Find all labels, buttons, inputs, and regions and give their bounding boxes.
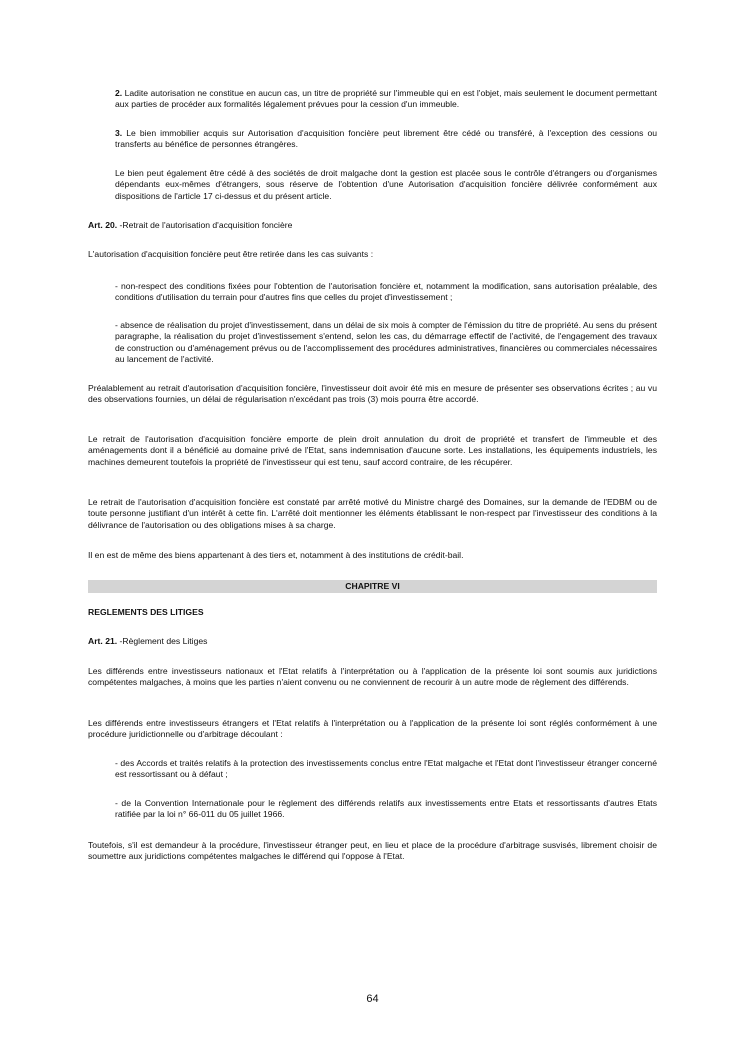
list-item-absence-realisation: - absence de réalisation du projet d'investissement, dans un délai de six mois à compter de l'émission du titre de propriété. Au sens du présent paragraphe, la réalisation du projet d'investissement s'entend, selon les cas, du démarrage effectif de l'activité, de l'engagement des travaux de construction ou d'aménagement prévus ou de l'accomplissement des procédures administratives, financières ou commerciales nécessaires au lancement de l'activité. [115,320,657,365]
list-item-non-respect: - non-respect des conditions fixées pour l'obtention de l'autorisation foncière et, notamment la modification, sans autorisation préalable, des conditions d'utilisation du terrain pour d'autres fins que celles du projet d'investissement ; [115,281,657,303]
section-title: REGLEMENTS DES LITIGES [88,607,204,617]
paragraph-number: 3. [115,128,123,138]
article-number: Art. 20. [88,220,118,230]
article-20-heading [88,220,657,231]
article-title: -Retrait de l'autorisation d'acquisition foncière [117,220,293,230]
paragraph-text: Le bien immobilier acquis sur Autorisation d'acquisition foncière peut librement être cédé ou transféré, à l'exception des cessions ou transferts au bénéfice de personnes étrangères. [115,128,657,150]
paragraph-investor-choice: Toutefois, s'il est demandeur à la procédure, l'investisseur étranger peut, en lieu et place de la procédure d'arbitrage susvisés, librement choisir de soumettre aux juridictions compétentes malgaches le différend qui l'oppose à l'Etat. [88,840,657,862]
article-21-heading [88,636,657,647]
article-number: Art. 21. [88,636,118,646]
paragraph-number: 2. [115,88,123,98]
paragraph-third-party-goods: Il en est de même des biens appartenant à des tiers et, notamment à des institutions de crédit-bail. [88,550,464,560]
chapter-heading: CHAPITRE VI [88,580,657,593]
list-item-accords: - des Accords et traités relatifs à la protection des investissements conclus entre l'Etat malgache et l'Etat dont l'investisseur étranger concerné est ressortissant ou à défaut ; [115,758,657,780]
paragraph-withdrawal-cases: L'autorisation d'acquisition foncière peut être retirée dans les cas suivants : [88,249,374,259]
paragraph-2 [115,88,657,111]
paragraph-3 [115,128,657,151]
paragraph-foreign-disputes: Les différends entre investisseurs étrangers et l'Etat relatifs à l'interprétation ou à l'application de la présente loi sont réglés conformément à une procédure juridictionnelle ou d'arbitrage découlant : [88,718,657,740]
paragraph-national-disputes: Les différends entre investisseurs nationaux et l'Etat relatifs à l'interprétation ou à l'application de la présente loi sont soumis aux juridictions compétentes malgaches, à moins que les parties n'aient convenu ou ne conviennent de recourir à un autre mode de règlement des différends. [88,666,657,688]
paragraph-prior-observations: Préalablement au retrait d'autorisation d'acquisition foncière, l'investisseur doit avoir été mis en mesure de présenter ses observations écrites ; au vu des observations fournies, un délai de régularisation n'excédant pas trois (3) mois pourra être accordé. [88,383,657,405]
article-title: -Règlement des Litiges [117,636,208,646]
list-item-convention: - de la Convention Internationale pour le règlement des différends relatifs aux investissements entre Etats et ressortissants d'autres Etats ratifiée par la loi n° 66-011 du 05 juillet 1966. [115,798,657,820]
paragraph-foreign-companies: Le bien peut également être cédé à des sociétés de droit malgache dont la gestion est placée sous le contrôle d'étrangers ou d'organismes dépendants eux-mêmes d'étrangers, sous réserve de l'obtention d'une Autorisation d'acquisition foncière délivrée conformément aux dispositions de l'article 17 ci-dessus et du présent article. [115,168,657,201]
paragraph-withdrawal-effects: Le retrait de l'autorisation d'acquisition foncière emporte de plein droit annulation du droit de propriété et transfert de l'immeuble et des aménagements dont il a bénéficié au domaine privé de l'Etat, sans indemnisation d'aucune sorte. Les installations, les équipements industriels, les machines demeurent toutefois la propriété de l'investisseur qui est tenu, sauf accord contraire, de les récupérer. [88,434,657,467]
paragraph-withdrawal-order: Le retrait de l'autorisation d'acquisition foncière est constaté par arrêté motivé du Ministre chargé des Domaines, sur la demande de l'EDBM ou de toute personne justifiant d'un intérêt à cette fin. L'arrêté doit mentionner les éléments établissant le non-respect par l'investisseur des conditions à la délivrance de l'autorisation ou des obligations mises à sa charge. [88,497,657,530]
page-number: 64 [366,993,379,1005]
paragraph-text: Ladite autorisation ne constitue en aucun cas, un titre de propriété sur l'immeuble qui en est l'objet, mais seulement le document permettant aux parties de procéder aux formalités légalement prévues pour la cession d'un immeuble. [115,88,657,110]
